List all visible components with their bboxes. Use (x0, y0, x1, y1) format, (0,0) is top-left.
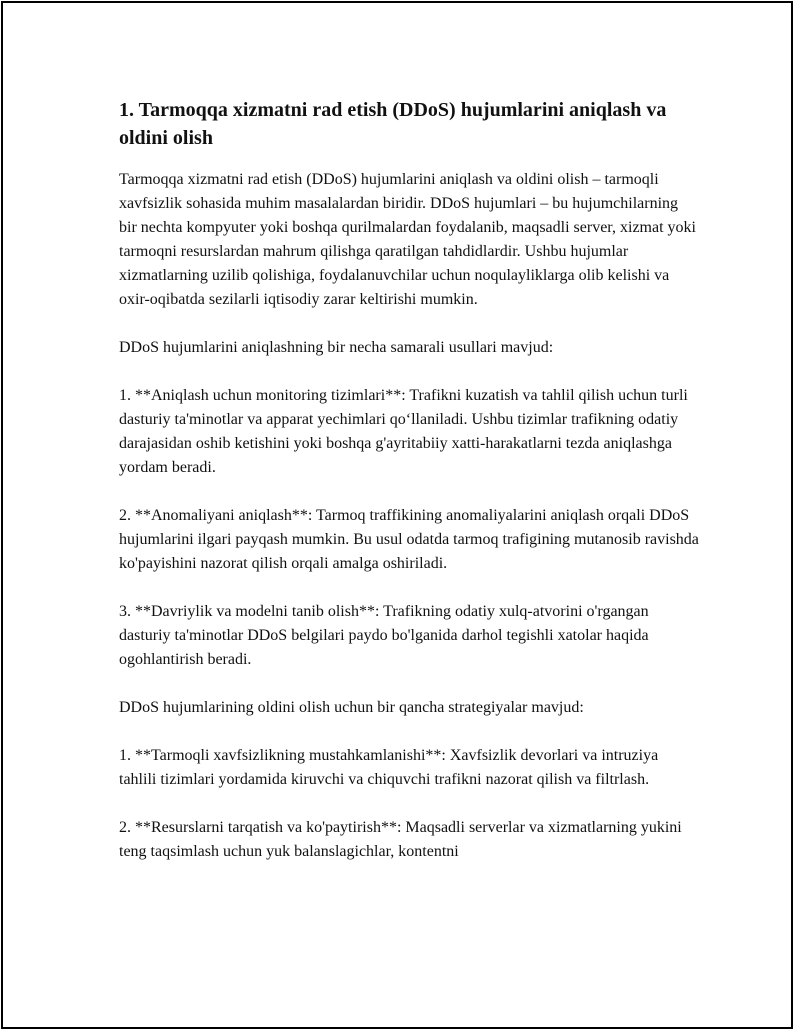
intro-paragraph: Tarmoqqa xizmatni rad etish (DDoS) hujumlarini aniqlash va oldini olish – tarmoqli xavfsizlik sohasida muhim masalalardan biridir. DDoS hujumlari – bu hujumchilarning bir nechta kompyuter yoki boshqa qurilmalardan foydalanib, maqsadli server, xizmat yoki tarmoqni resurslardan mahrum qilishga qaratilgan tahdidlardir. Ushbu hujumlar xizmatlarning uzilib qolishiga, foydalanuvchilar uchun noqulayliklarga olib kelishi va oxir-oqibatda sezilarli iqtisodiy zarar keltirishi mumkin. (119, 171, 696, 308)
prevention-strategy-1: 1. **Tarmoqli xavfsizlikning mustahkamlanishi**: Xavfsizlik devorlari va intruziya tahlili tizimlari yordamida kiruvchi va chiquvchi trafikni nazorat qilish va filtrlash. (119, 747, 659, 788)
detection-method-3: 3. **Davriylik va modelni tanib olish**: Trafikning odatiy xulq-atvorini o'rgangan dasturiy ta'minotlar DDoS belgilari paydo bo'lganida darhol tegishli xatolar haqida ogohlantirish beradi. (119, 603, 649, 668)
section-heading: 1. Tarmoqqa xizmatni rad etish (DDoS) hujumlarini aniqlash va oldini olish (119, 99, 667, 149)
detection-method-1: 1. **Aniqlash uchun monitoring tizimlari**: Trafikni kuzatish va tahlil qilish uchun turli dasturiy ta'minotlar va apparat yechimlari qo‘llaniladi. Ushbu tizimlar trafikning odatiy darajasidan oshib ketishini yoki boshqa g'ayritabiiy xatti-harakatlarni tezda aniqlashga yordam beradi. (119, 387, 688, 476)
document-body (119, 96, 699, 888)
document-page (1, 1, 793, 1029)
prevention-strategy-2: 2. **Resurslarni tarqatish va ko'paytirish**: Maqsadli serverlar va xizmatlarning yukini teng taqsimlash uchun yuk balanslagichlar, kontentni (119, 819, 682, 860)
detection-methods-intro: DDoS hujumlarini aniqlashning bir necha samarali usullari mavjud: (119, 339, 554, 356)
detection-method-2: 2. **Anomaliyani aniqlash**: Tarmoq traffikining anomaliyalarini aniqlash orqali DDoS hujumlarini ilgari payqash mumkin. Bu usul odatda tarmoq trafigining mutanosib ravishda ko'payishini nazorat qilish orqali amalga oshiriladi. (119, 507, 699, 572)
prevention-strategies-intro: DDoS hujumlarining oldini olish uchun bir qancha strategiyalar mavjud: (119, 699, 584, 716)
